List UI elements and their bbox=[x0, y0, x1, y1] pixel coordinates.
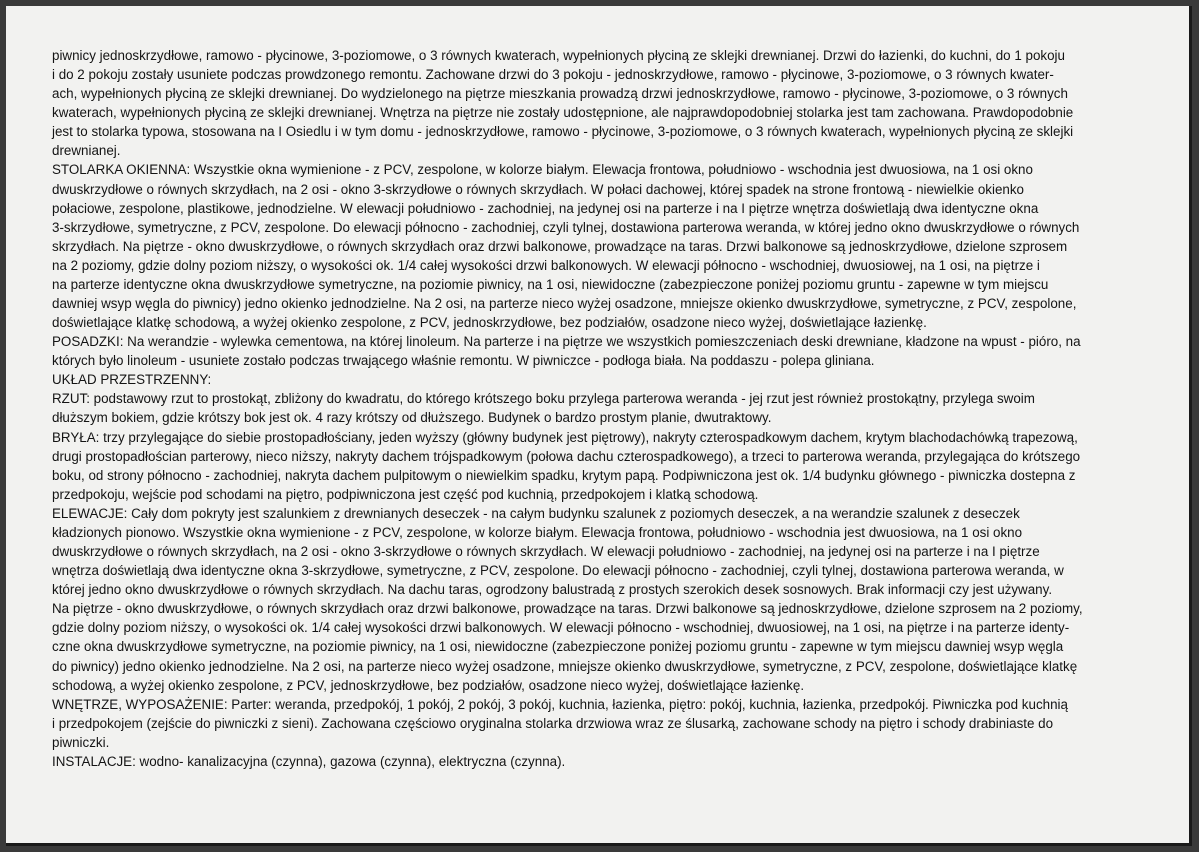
text-line: przedpokoju, wejście pod schodami na piętro, podpiwniczona jest część pod kuchnią, przedpokojem i klatką schodową. bbox=[52, 486, 759, 502]
text-line: schodową, a wyżej okienko zespolone, z PCV, jednoskrzydłowe, bez podziałów, osadzone nieco wyżej, doświetlające łazienkę. bbox=[52, 677, 805, 693]
text-line: gdzie dolny poziom niższy, o wysokości ok. 1/4 całej wysokości drzwi balkonowych. W elewacji północno - wschodniej, dwuosiowej, na 1 osi, na piętrze i na parterze identy- bbox=[52, 620, 1070, 636]
text-line: których było linoleum - usuniete zostało podczas trwającego właśnie remontu. W piwniczce - podłoga biała. Na poddaszu - polepa gliniana. bbox=[52, 353, 875, 369]
text-line: drewnianej. bbox=[52, 143, 121, 159]
text-line: BRYŁA: trzy przylegające do siebie prostopadłościany, jeden wyższy (główny budynek jest piętrowy), nakryty czterospadkowym dachem, krytym blachodachówką trapezową, bbox=[52, 429, 1078, 445]
text-line: piwnicy jednoskrzydłowe, ramowo - płycinowe, 3-poziomowe, o 3 równych kwaterach, wypełnionych płyciną ze sklejki drewnianej. Drzwi do łazienki, do kuchni, do 1 pokoju bbox=[52, 48, 1065, 63]
text-line: doświetlające klatkę schodową, a wyżej okienko zespolone, z PCV, jednoskrzydłowe, bez podziałów, osadzone nieco wyżej, doświetlające łazienkę. bbox=[52, 315, 927, 331]
text-line: na 2 poziomy, gdzie dolny poziom niższy, o wysokości ok. 1/4 całej wysokości drzwi balkonowych. W elewacji północno - wschodniej, dwuosiowej, na 1 osi, na piętrze i bbox=[52, 257, 1040, 273]
text-line: dawniej wsyp węgla do piwnicy) jedno okienko jednodzielne. Na 2 osi, na parterze nieco wyżej osadzone, mniejsze okienko dwuskrzydłowe, symetryczne, z PCV, zespolone, bbox=[52, 296, 1077, 312]
text-line: kwaterach, wypełnionych płyciną ze sklejki drewnianej. Wnętrza na piętrze nie zostały udostępnione, ale najprawdopodobniej stolarka jest tam zachowana. Prawdopodobnie bbox=[52, 105, 1074, 121]
text-line: kładzionych pionowo. Wszystkie okna wymienione - z PCV, zespolone, w kolorze białym. Elewacja frontowa, południowo - wschodnia jest dwuosiowa, na 1 osi okno bbox=[52, 524, 1023, 540]
text-line: dwuskrzydłowe o równych skrzydłach, na 2 osi - okno 3-skrzydłowe o równych skrzydłach. W elewacji południowo - zachodniej, na jedynej osi na parterze i na I piętrze bbox=[52, 544, 1040, 560]
text-line: i do 2 pokoju zostały usuniete podczas prowdzonego remontu. Zachowane drzwi do 3 pokoju - jednoskrzydłowe, ramowo - płycinowe, 3-poziomowe, o 3 równych kwater- bbox=[52, 67, 1054, 83]
text-line: Na piętrze - okno dwuskrzydłowe, o równych skrzydłach oraz drzwi balkonowe, prowadzące na taras. Drzwi balkonowe są jednoskrzydłowe, dzielone szprosem na 2 poziomy, bbox=[52, 601, 1083, 617]
text-line: czne okna dwuskrzydłowe symetryczne, na poziomie piwnicy, na 1 osi, niewidoczne (zabezpieczone poniżej poziomu gruntu - zapewne w tym miejscu dawniej wsyp węgla bbox=[52, 639, 1064, 655]
document-text-block bbox=[52, 46, 1162, 771]
scanned-page bbox=[6, 6, 1192, 846]
text-line: do piwnicy) jedno okienko jednodzielne. Na 2 osi, na parterze nieco wyżej osadzone, mniejsze okienko dwuskrzydłowe, symetryczne, z PCV, zespolone, doświetlające klatkę bbox=[52, 658, 1078, 674]
text-line: której jedno okno dwuskrzydłowe o równych skrzydłach. Na dachu taras, ogrodzony balustradą z prostych szerokich desek sosnowych. Brak informacji czy jest używany. bbox=[52, 582, 1053, 598]
text-line: piwniczki. bbox=[52, 734, 110, 750]
text-line: 3-skrzydłowe, symetryczne, z PCV, zespolone. Do elewacji północno - zachodniej, czyli tylnej, dostawiona parterowa weranda, w której jedno okno dwuskrzydłowe o równych bbox=[52, 219, 1080, 235]
text-line: POSADZKI: Na werandzie - wylewka cementowa, na której linoleum. Na parterze i na piętrze we wszystkich pomieszczeniach deski drewniane, kładzone na wpust - pióro, na bbox=[52, 334, 1081, 350]
text-line: dwuskrzydłowe o równych skrzydłach, na 2 osi - okno 3-skrzydłowe o równych skrzydłach. W połaci dachowej, której spadek na strone frontową - niewielkie okienko bbox=[52, 181, 1024, 197]
text-line: WNĘTRZE, WYPOSAŻENIE: Parter: weranda, przedpokój, 1 pokój, 2 pokój, 3 pokój, kuchnia, łazienka, piętro: pokój, kuchnia, łazienka, przedpokój. Piwniczka pod kuchnią bbox=[52, 696, 1068, 712]
text-line: ach, wypełnionych płyciną ze sklejki drewnianej. Do wydzielonego na piętrze mieszkania prowadzą drzwi jednoskrzydłowe, ramowo - płycinowe, 3-poziomowe, o 3 równych bbox=[52, 86, 1068, 102]
text-line: na parterze identyczne okna dwuskrzydłowe symetryczne, na poziomie piwnicy, na 1 osi, niewidoczne (zabezpieczone poniżej poziomu gruntu - zapewne w tym miejscu bbox=[52, 276, 1049, 292]
text-line: połaciowe, zespolone, plastikowe, jednodzielne. W elewacji południowo - zachodniej, na jedynej osi na parterze i na I piętrze wnętrza doświetlają dwa identyczne okna bbox=[52, 200, 1039, 216]
text-line: boku, od strony północno - zachodniej, nakryta dachem pulpitowym o niewielkim spadku, krytym papą. Podpiwniczona jest ok. 1/4 budynku głównego - piwniczka dostepna z bbox=[52, 467, 1076, 483]
text-line: RZUT: podstawowy rzut to prostokąt, zbliżony do kwadratu, do którego krótszego boku przylega parterowa weranda - jej rzut jest również prostokątny, przylega swoim bbox=[52, 391, 1035, 407]
text-line: ELEWACJE: Cały dom pokryty jest szalunkiem z drewnianych deseczek - na całym budynku szalunek z poziomych deseczek, a na werandzie szalunek z deseczek bbox=[52, 505, 1020, 521]
text-line: jest to stolarka typowa, stosowana na I Osiedlu i w tym domu - jednoskrzydłowe, ramowo - płycinowe, 3-poziomowe, o 3 równych kwaterach, wypełnionych płyciną ze sklejki bbox=[52, 124, 1074, 140]
text-line: drugi prostopadłościan parterowy, nieco niższy, nakryty dachem trójspadkowym (połowa dachu czterospadkowego), a trzeci to parterowa weranda, przylegająca do krótszego bbox=[52, 448, 1081, 464]
text-line: wnętrza doświetlają dwa identyczne okna 3-skrzydłowe, symetryczne, z PCV, zespolone. Do elewacji północno - zachodniej, czyli tylnej, dostawiona parterowa weranda, w bbox=[52, 563, 1064, 579]
text-line: STOLARKA OKIENNA: Wszystkie okna wymienione - z PCV, zespolone, w kolorze białym. Elewacja frontowa, południowo - wschodnia jest dwuosiowa, na 1 osi okno bbox=[52, 162, 1033, 178]
text-line: INSTALACJE: wodno- kanalizacyjna (czynna), gazowa (czynna), elektryczna (czynna). bbox=[52, 753, 566, 769]
text-line: i przedpokojem (zejście do piwniczki z sieni). Zachowana częściowo oryginalna stolarka drzwiowa wraz ze ślusarką, zachowane schody na piętro i schody drabiniaste do bbox=[52, 715, 1054, 731]
text-line: UKŁAD PRZESTRZENNY: bbox=[52, 372, 212, 388]
text-line: dłuższym bokiem, gdzie krótszy bok jest ok. 4 razy krótszy od dłuższego. Budynek o bardzo prostym planie, dwutraktowy. bbox=[52, 410, 772, 426]
text-line: skrzydłach. Na piętrze - okno dwuskrzydłowe, o równych skrzydłach oraz drzwi balkonowe, prowadzące na taras. Drzwi balkonowe są jednoskrzydłowe, dzielone szprosem bbox=[52, 238, 1068, 254]
